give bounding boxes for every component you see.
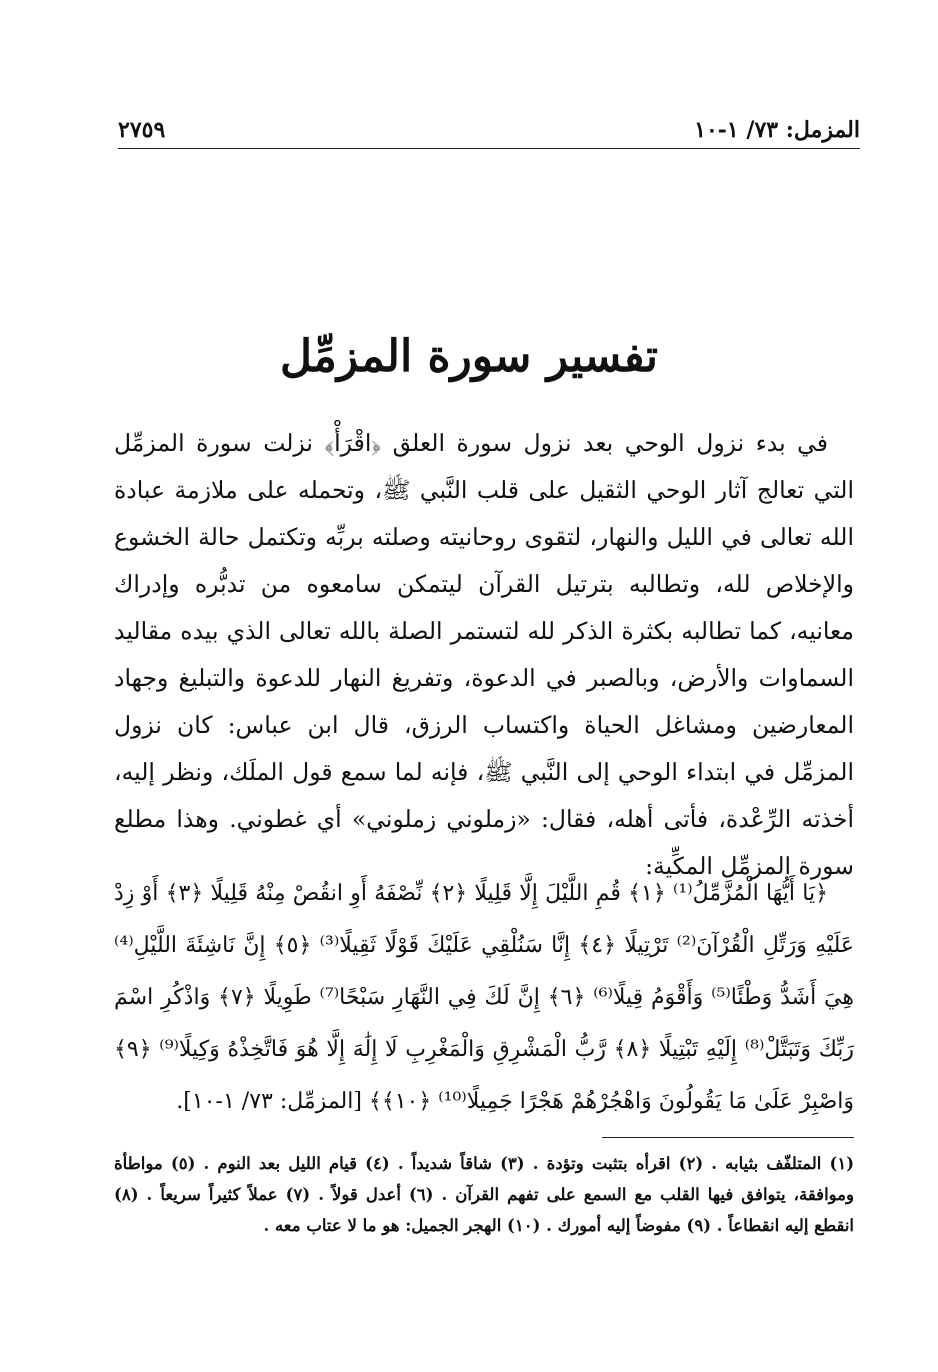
- page-number: ٢٧٥٩: [118, 117, 166, 143]
- quran-verses: ﴿يَا أَيُّهَا الْمُزَّمِّلُ⁽¹⁾ ﴿١﴾ قُمِ اللَّيْلَ إِلَّا قَلِيلًا ﴿٢﴾ نِّصْفَهُ أَوِ انقُصْ مِنْهُ قَلِيلًا ﴿٣﴾ أَوْ زِدْ عَلَيْهِ وَرَتِّلِ الْقُرْآنَ⁽²⁾ تَرْتِيلًا ﴿٤﴾ إِنَّا سَنُلْقِي عَلَيْكَ قَوْلًا ثَقِيلًا⁽³⁾ ﴿٥﴾ إِنَّ نَاشِئَةَ اللَّيْلِ⁽⁴⁾ هِيَ أَشَدُّ وَطْئًا⁽⁵⁾ وَأَقْوَمُ قِيلًا⁽⁶⁾ ﴿٦﴾ إِنَّ لَكَ فِي النَّهَارِ سَبْحًا⁽⁷⁾ طَوِيلًا ﴿٧﴾ وَاذْكُرِ اسْمَ رَبِّكَ وَتَبَتَّلْ⁽⁸⁾ إِلَيْهِ تَبْتِيلًا ﴿٨﴾ رَّبُّ الْمَشْرِقِ وَالْمَغْرِبِ لَا إِلَٰهَ إِلَّا هُوَ فَاتَّخِذْهُ وَكِيلًا⁽⁹⁾ ﴿٩﴾ وَاصْبِرْ عَلَىٰ مَا يَقُولُونَ وَاهْجُرْهُمْ هَجْرًا جَمِيلًا⁽¹⁰⁾ ﴿١٠﴾﴾ [المزمِّل: ٧٣/ ١-١٠].: [114, 881, 854, 1114]
- intro-paragraph: في بدء نزول الوحي بعد نزول سورة العلق ﴿اقْرَأْ﴾ نزلت سورة المزمِّل التي تعالج آثار الوحي الثقيل على قلب النَّبي ﷺ، وتحمله على ملازمة عبادة الله تعالى في الليل والنهار، لتقوى روحانيته وصلته بربِّه وتكتمل حالة الخشوع والإخلاص لله، وتطالبه بترتيل القرآن ليتمكن سامعوه من تدبُّره وإدراك معانيه، كما تطالبه بكثرة الذكر لله لتستمر الصلة بالله تعالى الذي بيده مقاليد السماوات والأرض، وبالصبر في الدعوة، وتفريغ النهار للدعوة والتبليغ وجهاد المعارضين ومشاغل الحياة واكتساب الرزق، قال ابن عباس: كان نزول المزمِّل في ابتداء الوحي إلى النَّبي ﷺ، فإنه لما سمع قول الملَك، ونظر إليه، أخذته الرِّعْدة، فأتى أهله، فقال: «زملوني زملوني» أي غطوني. وهذا مطلع سورة المزمِّل المكِّية:: [114, 429, 854, 880]
- footnotes-block: [114, 1148, 854, 1241]
- intro-paragraph-block: [114, 420, 854, 890]
- chapter-title: تفسير سورة المزمِّل: [279, 331, 659, 382]
- running-head: [118, 112, 860, 148]
- footnote-divider: [602, 1137, 854, 1138]
- footnotes: (١) المتلفّف بثيابه . (٢) اقرأه بتثبت وتؤدة . (٣) شاقاً شديداً . (٤) قيام الليل بعد النوم . (٥) مواطأة وموافقة، يتوافق فيها القلب مع السمع على تفهم القرآن . (٦) أعدل قولاً . (٧) عملاً كثيراً سريعاً . (٨) انقطع إليه انقطاعاً . (٩) مفوضاً إليه أمورك . (١٠) الهجر الجميل: هو ما لا عتاب معه .: [114, 1154, 854, 1235]
- header-divider: [118, 148, 860, 149]
- quran-verses-block: [114, 868, 854, 1128]
- section-reference: المزمل: ٧٣/ ١-١٠: [694, 117, 860, 143]
